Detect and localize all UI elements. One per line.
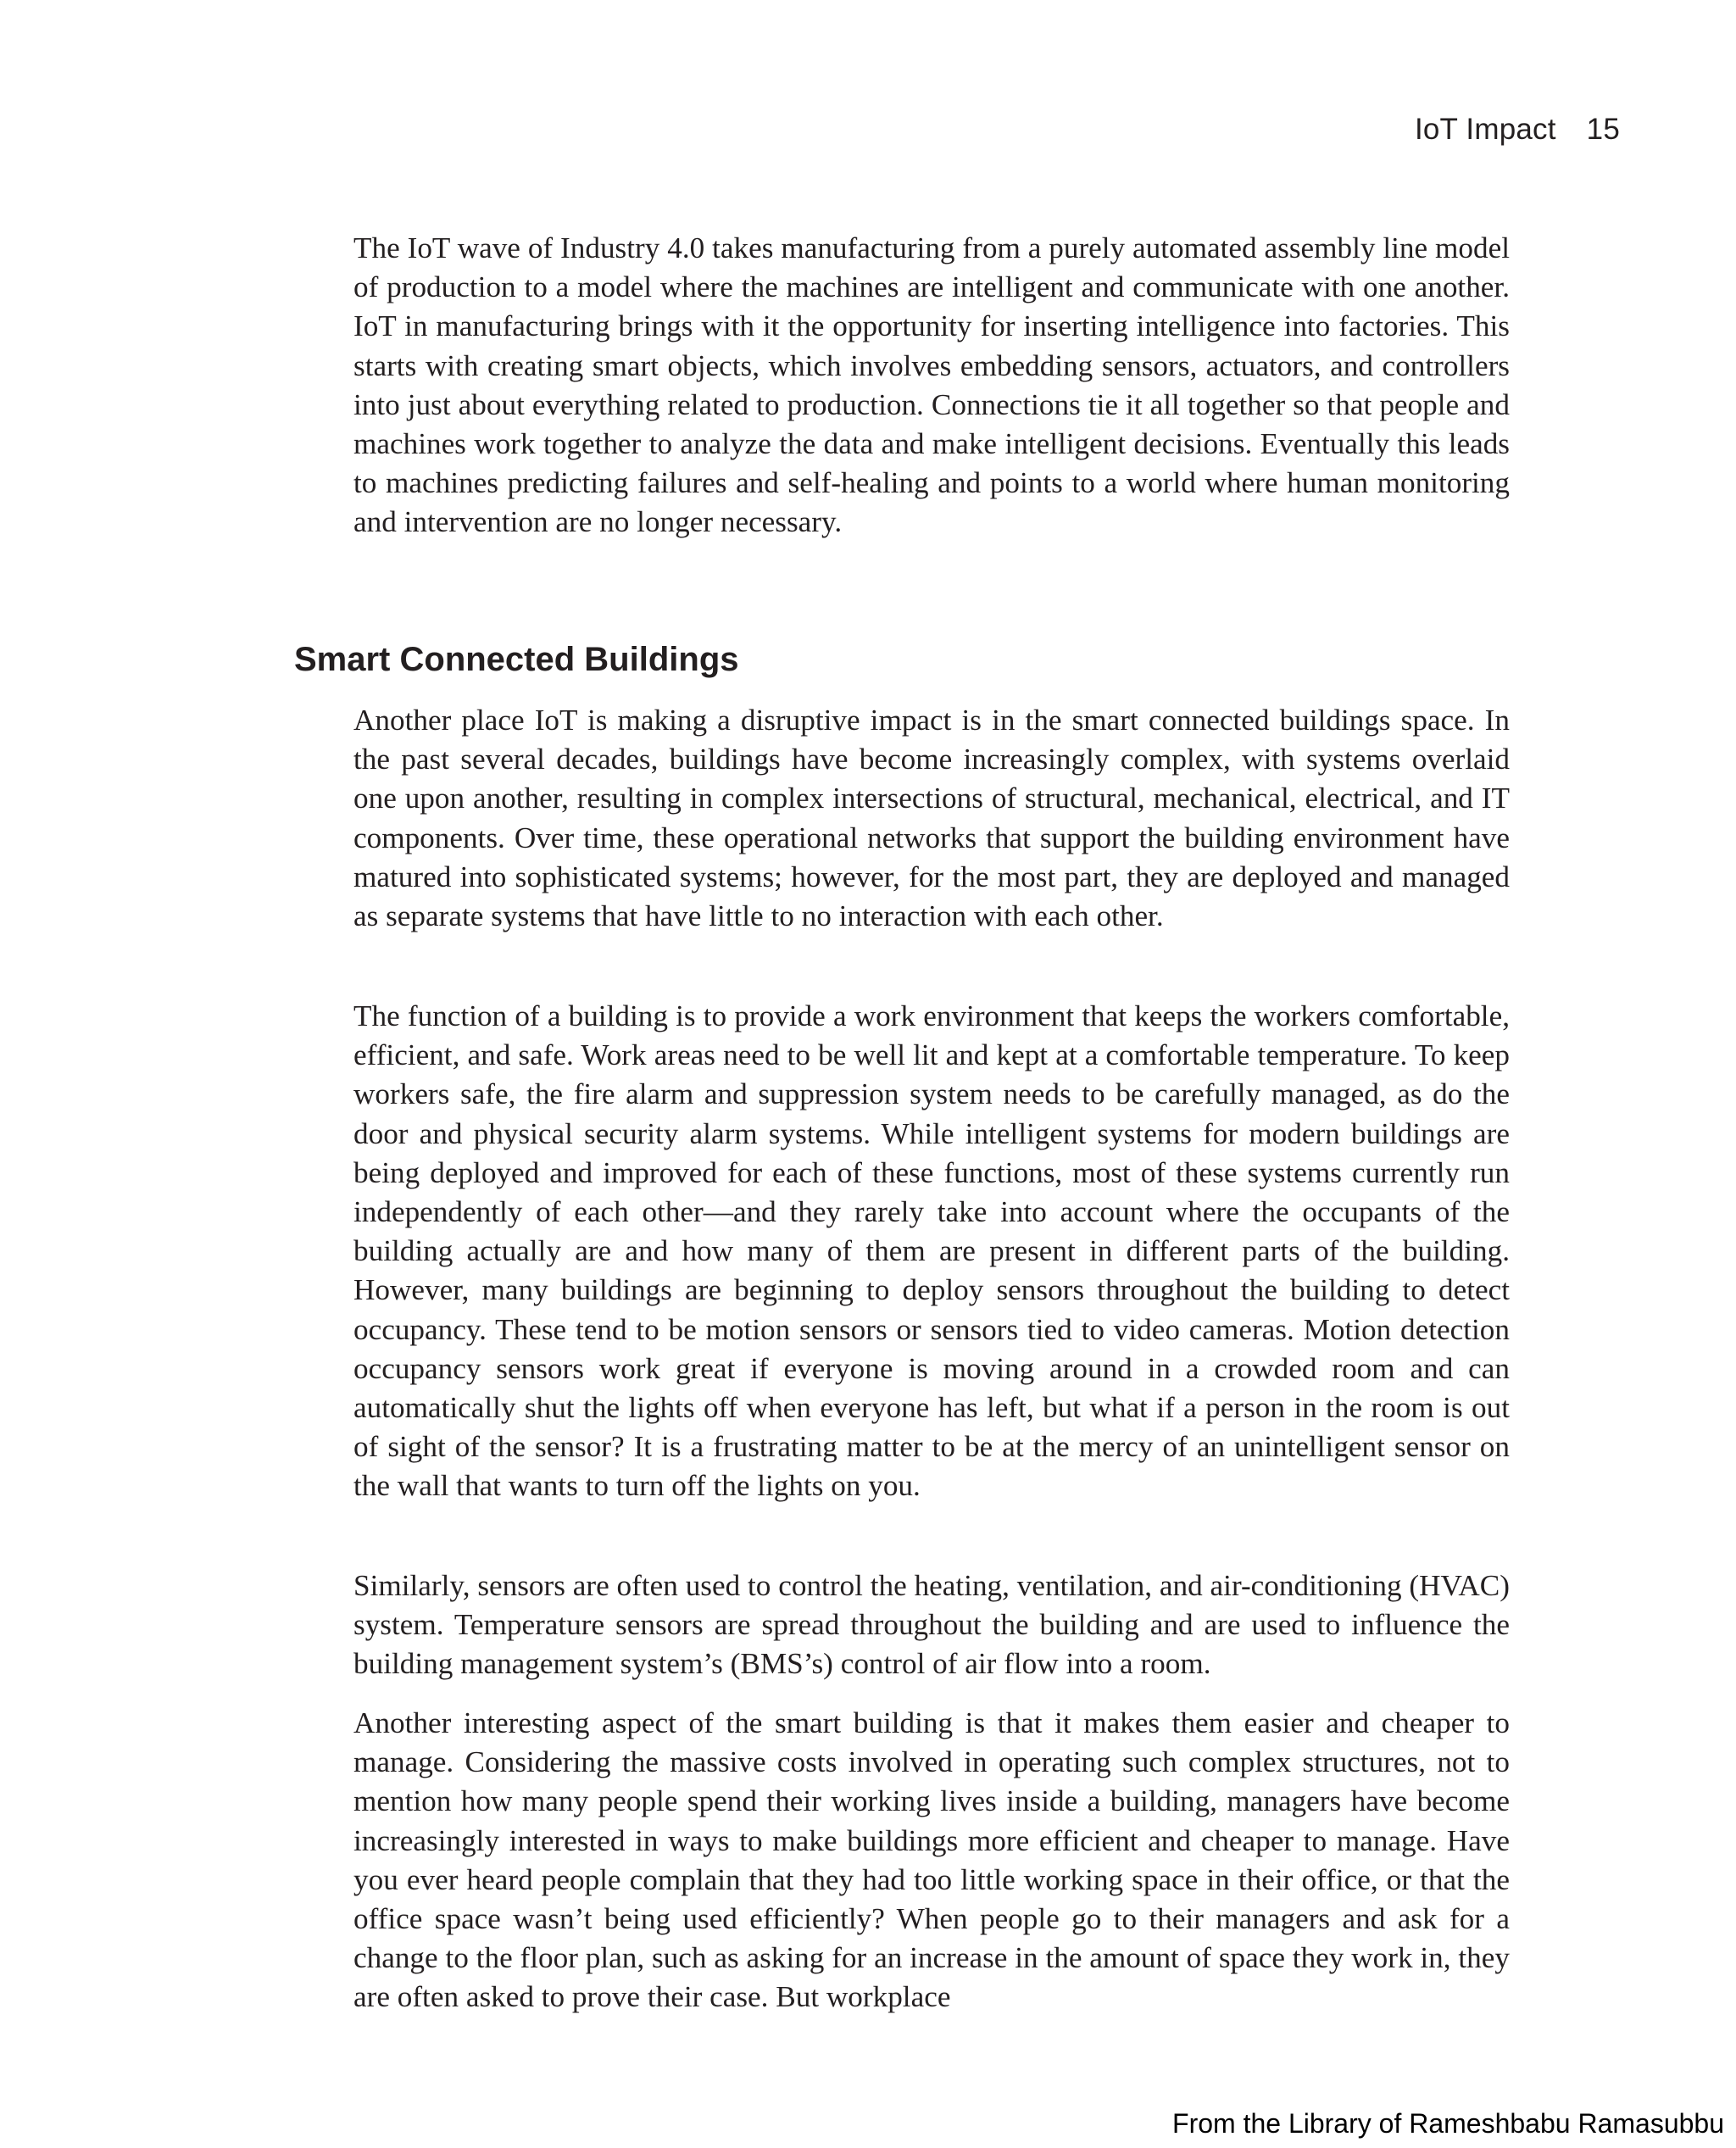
intro-paragraph: The IoT wave of Industry 4.0 takes manufacturing from a purely automated assembly line model of production to a model where the machines are intelligent and communicate with one another. IoT in manufacturing brings with it the opportunity for inserting intelligence into factories. This starts with creating smart objects, which involves embedding sensors, actuators, and controllers into just about everything related to production. Connections tie it all together so that people and machines work together to analyze the data and make intelligent decisions. Eventually this leads to machines predicting failures and self-healing and points to a world where human monitoring and intervention are no longer necessary. xyxy=(353,231,1510,539)
section-heading: Smart Connected Buildings xyxy=(294,641,739,678)
running-header-title: IoT Impact xyxy=(1414,113,1556,146)
section-paragraph-4: Another interesting aspect of the smart building is that it makes them easier and cheaper to manage. Considering the massive costs involved in operating such complex structures, not to mention how many people spend their working lives inside a building, managers have become increasingly interested in ways to make buildings more efficient and cheaper to manage. Have you ever heard people complain that they had too little working space in their office, or that the office space wasn’t being used efficiently? When people go to their managers and ask for a change to the floor plan, such as asking for an increase in the amount of space they work in, they are often asked to prove their case. But workplace xyxy=(353,1706,1510,2014)
library-watermark: From the Library of Rameshbabu Ramasubbu xyxy=(1172,2108,1724,2139)
section-paragraph-3: Similarly, sensors are often used to control the heating, ventilation, and air-conditioning (HVAC) system. Temperature sensors are spread throughout the building and are used to influence the building management system’s (BMS’s) control of air flow into a room. xyxy=(353,1569,1510,1681)
page-number: 15 xyxy=(1586,113,1620,146)
section-paragraph-2: The function of a building is to provide a work environment that keeps the workers comfortable, efficient, and safe. Work areas need to be well lit and kept at a comfortable temperature. To keep workers safe, the fire alarm and suppression system needs to be carefully managed, as do the door and physical security alarm systems. While intelligent systems for modern buildings are being deployed and improved for each of these functions, most of these systems currently run independently of each other—and they rarely take into account where the occupants of the building actually are and how many of them are present in different parts of the building. However, many buildings are beginning to deploy sensors throughout the building to detect occupancy. These tend to be motion sensors or sensors tied to video cameras. Motion detection occupancy sensors work great if everyone is moving around in a crowded room and can automatically shut the lights off when everyone has left, but what if a person in the room is out of sight of the sensor? It is a frustrating matter to be at the mercy of an unintelligent sensor on the wall that wants to turn off the lights on you. xyxy=(353,999,1510,1503)
running-header xyxy=(1415,113,1620,147)
section-paragraph-1: Another place IoT is making a disruptive impact is in the smart connected buildings space. In the past several decades, buildings have become increasingly complex, with systems overlaid one upon another, resulting in complex intersections of structural, mechanical, electrical, and IT components. Over time, these operational networks that support the building environment have matured into sophisticated systems; however, for the most part, they are deployed and managed as separate systems that have little to no interaction with each other. xyxy=(353,704,1510,933)
